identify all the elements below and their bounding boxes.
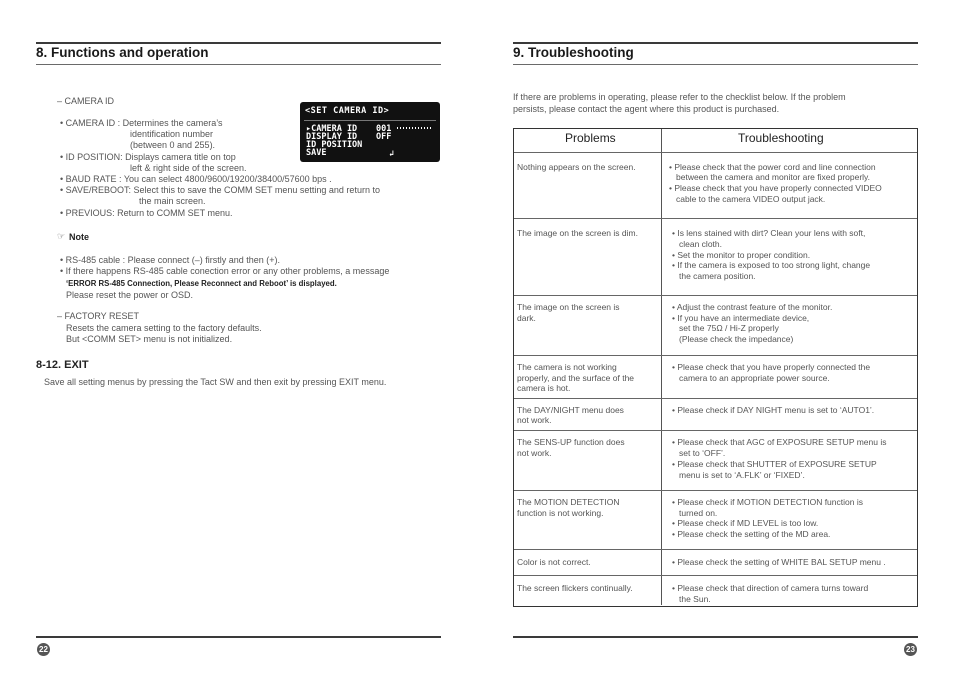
factory-reset-line: But <COMM SET> menu is not initialized. xyxy=(66,334,233,344)
osd-header: <SET CAMERA ID> xyxy=(305,106,390,116)
note-error-message: ‘ERROR RS-485 Connection, Please Reconnect and Reboot’ is displayed. xyxy=(66,279,337,288)
intro-line: If there are problems in operating, please refer to the checklist below. If the problem xyxy=(513,92,846,102)
problem-cell: The camera is not working xyxy=(517,362,617,372)
row-divider xyxy=(514,430,917,431)
save-reboot-item: • SAVE/REBOOT: Select this to save the COMM SET menu setting and return to xyxy=(60,185,380,195)
osd-value-camera-id: 001 xyxy=(376,124,392,134)
row-divider xyxy=(514,218,917,219)
row-divider xyxy=(514,295,917,296)
solution-line: • Adjust the contrast feature of the monitor. xyxy=(672,302,833,312)
right-title-rule-bottom xyxy=(513,64,918,65)
solution-line: • Please check that AGC of EXPOSURE SETUP menu is xyxy=(672,437,887,447)
right-section-title: 9. Troubleshooting xyxy=(513,45,634,60)
problem-cell: not work. xyxy=(517,448,552,458)
row-divider xyxy=(514,355,917,356)
note-label: Note xyxy=(69,232,89,242)
enter-icon: ↲ xyxy=(389,149,394,158)
problem-cell: The screen flickers continually. xyxy=(517,583,633,593)
osd-row-save: SAVE xyxy=(306,148,327,158)
camera-id-item-cont: identification number xyxy=(130,129,214,139)
osd-row-id-position: ID POSITION xyxy=(306,140,363,150)
left-section-title: 8. Functions and operation xyxy=(36,45,209,60)
left-title-rule-bottom xyxy=(36,64,441,65)
right-footer-rule xyxy=(513,636,918,638)
factory-reset-heading: – FACTORY RESET xyxy=(57,311,140,321)
osd-row-camera-id: ▸CAMERA ID xyxy=(306,124,358,134)
row-divider xyxy=(514,549,917,550)
id-position-item: • ID POSITION: Displays camera title on top xyxy=(60,152,236,162)
osd-row-display-id: DISPLAY ID xyxy=(306,132,358,142)
left-title-rule-top xyxy=(36,42,441,44)
osd-set-camera-id-screen xyxy=(300,102,440,162)
solution-line: • Please check if MOTION DETECTION function is xyxy=(672,497,863,507)
exit-subsection-title: 8-12. EXIT xyxy=(36,359,89,371)
camera-id-item-cont: (between 0 and 255). xyxy=(130,140,216,150)
osd-divider xyxy=(304,120,436,121)
solution-line: camera to an appropriate power source. xyxy=(679,373,830,383)
solution-line: menu is set to ‘A.FLK’ or ‘FIXED’. xyxy=(679,470,805,480)
troubleshooting-table xyxy=(513,128,918,607)
solution-line: • Please check that you have properly connected the xyxy=(672,362,871,372)
solution-line: • Please check that direction of camera turns toward xyxy=(672,583,869,593)
page-number-right: 23 xyxy=(904,643,917,656)
problem-cell: The image on the screen is xyxy=(517,302,620,312)
solution-line: • Please check if DAY NIGHT menu is set to ‘AUTO1’. xyxy=(672,405,875,415)
solution-line: set to ‘OFF’. xyxy=(679,448,726,458)
solution-line: the camera position. xyxy=(679,271,756,281)
problem-cell: The DAY/NIGHT menu does xyxy=(517,405,624,415)
solution-line: clean cloth. xyxy=(679,239,722,249)
camera-id-item: • CAMERA ID : Determines the camera’s xyxy=(60,118,223,128)
intro-line: persists, please contact the agent where this product is purchased. xyxy=(513,104,780,114)
left-footer-rule xyxy=(36,636,441,638)
note-line: • If there happens RS-485 cable conection error or any other problems, a message xyxy=(60,266,390,276)
problem-cell: Nothing appears on the screen. xyxy=(517,162,636,172)
column-divider xyxy=(661,129,662,605)
save-reboot-item-cont: the main screen. xyxy=(139,196,206,206)
header-problems: Problems xyxy=(565,131,616,145)
solution-line: • Please check that you have properly connected VIDEO xyxy=(669,183,882,193)
problem-cell: properly, and the surface of the xyxy=(517,373,635,383)
problem-cell: The SENS-UP function does xyxy=(517,437,625,447)
page-number-left: 22 xyxy=(37,643,50,656)
solution-line: • Is lens stained with dirt? Clean your lens with soft, xyxy=(672,228,866,238)
note-line: Please reset the power or OSD. xyxy=(66,290,194,300)
solution-line: • Please check the setting of WHITE BAL SETUP menu . xyxy=(672,557,886,567)
problem-cell: function is not working. xyxy=(517,508,604,518)
solution-line: between the camera and monitor are fixed properly. xyxy=(676,172,871,182)
solution-line: • Please check that SHUTTER of EXPOSURE SETUP xyxy=(672,459,877,469)
solution-line: • Please check the setting of the MD area. xyxy=(672,529,831,539)
note-line: • RS-485 cable : Please connect (–) firstly and then (+). xyxy=(60,255,281,265)
problem-cell: The image on the screen is dim. xyxy=(517,228,638,238)
problem-cell: Color is not correct. xyxy=(517,557,591,567)
solution-line: • Set the monitor to proper condition. xyxy=(672,250,811,260)
problem-cell: The MOTION DETECTION xyxy=(517,497,620,507)
osd-value-display-id: OFF xyxy=(376,132,392,142)
solution-line: • If you have an intermediate device, xyxy=(672,313,810,323)
row-divider xyxy=(514,490,917,491)
solution-line: the Sun. xyxy=(679,594,711,604)
solution-line: cable to the camera VIDEO output jack. xyxy=(676,194,826,204)
right-title-rule-top xyxy=(513,42,918,44)
solution-line: • Please check if MD LEVEL is too low. xyxy=(672,518,819,528)
camera-id-heading: – CAMERA ID xyxy=(57,96,115,106)
problem-cell: camera is hot. xyxy=(517,383,571,393)
solution-line: (Please check the impedance) xyxy=(679,334,794,344)
solution-line: set the 75Ω / Hi-Z properly xyxy=(679,323,779,333)
solution-line: • If the camera is exposed to too strong light, change xyxy=(672,260,871,270)
previous-item: • PREVIOUS: Return to COMM SET menu. xyxy=(60,208,233,218)
factory-reset-line: Resets the camera setting to the factory defaults. xyxy=(66,323,262,333)
solution-line: • Please check that the power cord and line connection xyxy=(669,162,876,172)
osd-value-dots xyxy=(397,127,431,129)
baud-rate-item: • BAUD RATE : You can select 4800/9600/19200/38400/57600 bps . xyxy=(60,174,332,184)
problem-cell: dark. xyxy=(517,313,536,323)
solution-line: turned on. xyxy=(679,508,718,518)
row-divider xyxy=(514,398,917,399)
row-divider xyxy=(514,575,917,576)
id-position-item-cont: left & right side of the screen. xyxy=(130,163,247,173)
pointing-hand-icon: ☞ xyxy=(57,231,66,241)
problem-cell: not work. xyxy=(517,415,552,425)
header-troubleshooting: Troubleshooting xyxy=(738,131,824,145)
exit-description: Save all setting menus by pressing the Tact SW and then exit by pressing EXIT menu. xyxy=(44,377,387,387)
row-divider xyxy=(514,152,917,153)
